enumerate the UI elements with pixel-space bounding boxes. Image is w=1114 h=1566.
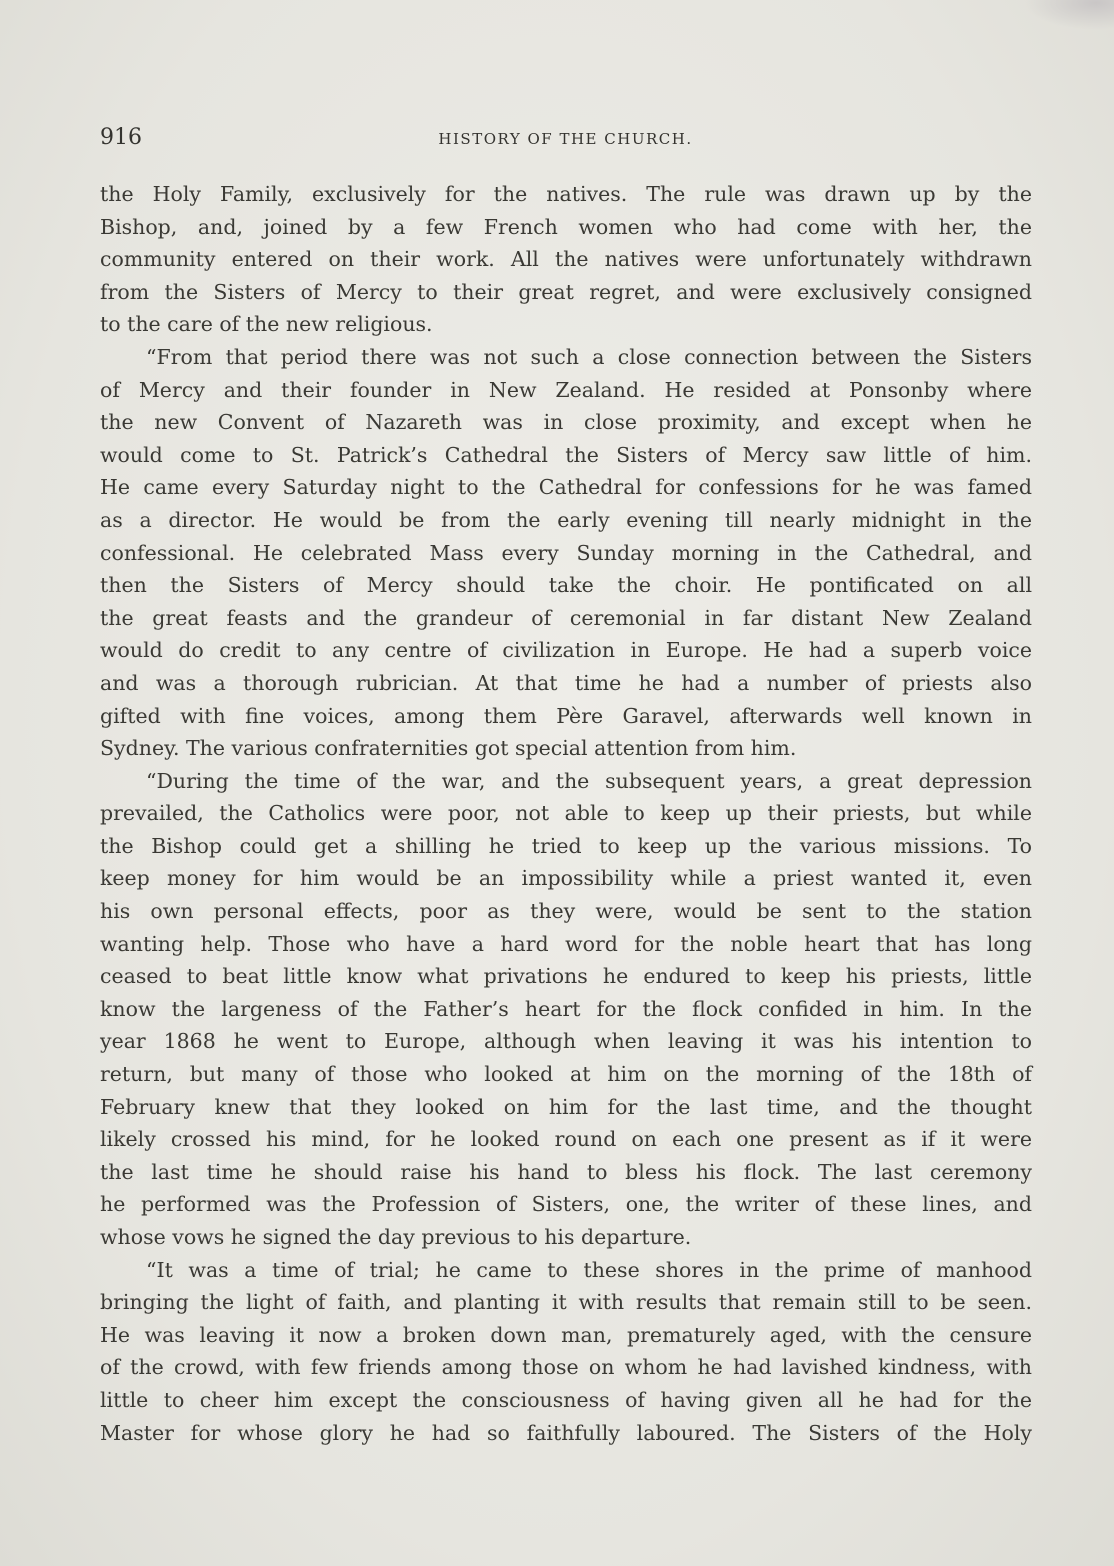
text-line: keep money for him would be an impossibility while a priest wanted it, even — [100, 866, 1032, 891]
text-line: then the Sisters of Mercy should take the choir. He pontificated on all — [100, 573, 1032, 598]
text-line: from the Sisters of Mercy to their great regret, and were exclusively consigned — [100, 279, 1032, 304]
paragraph — [100, 341, 1032, 765]
text-line: he performed was the Profession of Sisters, one, the writer of these lines, and — [100, 1192, 1032, 1217]
paragraph — [100, 765, 1032, 1254]
page-number: 916 — [100, 125, 142, 150]
text-line: He was leaving it now a broken down man, prematurely aged, with the censure — [100, 1322, 1032, 1347]
text-line: bringing the light of faith, and planting it with results that remain still to be seen. — [100, 1290, 1032, 1315]
text-line: likely crossed his mind, for he looked round on each one present as if it were — [100, 1127, 1032, 1152]
paragraph — [100, 1254, 1032, 1450]
text-line: the Holy Family, exclusively for the natives. The rule was drawn up by the — [100, 182, 1032, 206]
text-line: the new Convent of Nazareth was in close proximity, and except when he — [100, 410, 1032, 435]
text-line: would come to St. Patrick’s Cathedral the Sisters of Mercy saw little of him. — [100, 442, 1032, 467]
text-line: He came every Saturday night to the Cathedral for confessions for he was famed — [100, 475, 1032, 500]
text-line: February knew that they looked on him for the last time, and the thought — [100, 1094, 1032, 1119]
text-line: and was a thorough rubrician. At that time he had a number of priests also — [100, 670, 1032, 695]
text-line: as a director. He would be from the early evening till nearly midnight in the — [100, 507, 1032, 532]
text-line: know the largeness of the Father’s heart for the flock confided in him. In the — [100, 996, 1032, 1021]
text-line: the great feasts and the grandeur of ceremonial in far distant New Zealand — [100, 605, 1032, 630]
text-line: “During the time of the war, and the subsequent years, a great depression — [146, 768, 1032, 793]
text-line: to the care of the new religious. — [100, 312, 433, 337]
body-text — [100, 178, 1032, 1449]
text-line: “It was a time of trial; he came to these shores in the prime of manhood — [146, 1257, 1032, 1282]
text-line: the last time he should raise his hand to bless his flock. The last ceremony — [100, 1159, 1032, 1184]
page-stain — [1024, 0, 1114, 30]
text-line: whose vows he signed the day previous to his departure. — [100, 1225, 692, 1249]
text-line: year 1868 he went to Europe, although when leaving it was his intention to — [100, 1029, 1032, 1054]
text-line: confessional. He celebrated Mass every Sunday morning in the Cathedral, and — [100, 540, 1032, 565]
paragraph — [100, 178, 1032, 341]
text-line: community entered on their work. All the natives were unfortunately withdrawn — [100, 247, 1032, 272]
text-line: the Bishop could get a shilling he tried to keep up the various missions. To — [100, 833, 1032, 858]
text-line: little to cheer him except the consciousness of having given all he had for the — [100, 1387, 1032, 1412]
text-line: ceased to beat little know what privations he endured to keep his priests, little — [100, 964, 1032, 989]
page-header — [100, 121, 1031, 157]
text-line: would do credit to any centre of civilization in Europe. He had a superb voice — [100, 638, 1032, 663]
text-line: wanting help. Those who have a hard word for the noble heart that has long — [100, 931, 1032, 956]
text-line: gifted with fine voices, among them Père Garavel, afterwards well known in — [100, 703, 1032, 728]
text-line: “From that period there was not such a close connection between the Sisters — [146, 344, 1032, 369]
text-line: Master for whose glory he had so faithfully laboured. The Sisters of the Holy — [100, 1420, 1032, 1445]
text-line: of Mercy and their founder in New Zealand. He resided at Ponsonby where — [100, 377, 1032, 402]
text-line: of the crowd, with few friends among those on whom he had lavished kindness, with — [100, 1355, 1032, 1380]
text-line: return, but many of those who looked at him on the morning of the 18th of — [100, 1062, 1032, 1087]
running-title: HISTORY OF THE CHURCH. — [438, 130, 693, 148]
text-line: Bishop, and, joined by a few French women who had come with her, the — [100, 214, 1032, 239]
text-line: prevailed, the Catholics were poor, not able to keep up their priests, but while — [100, 801, 1032, 826]
text-line: his own personal effects, poor as they were, would be sent to the station — [100, 899, 1032, 924]
text-line: Sydney. The various confraternities got special attention from him. — [100, 736, 797, 761]
